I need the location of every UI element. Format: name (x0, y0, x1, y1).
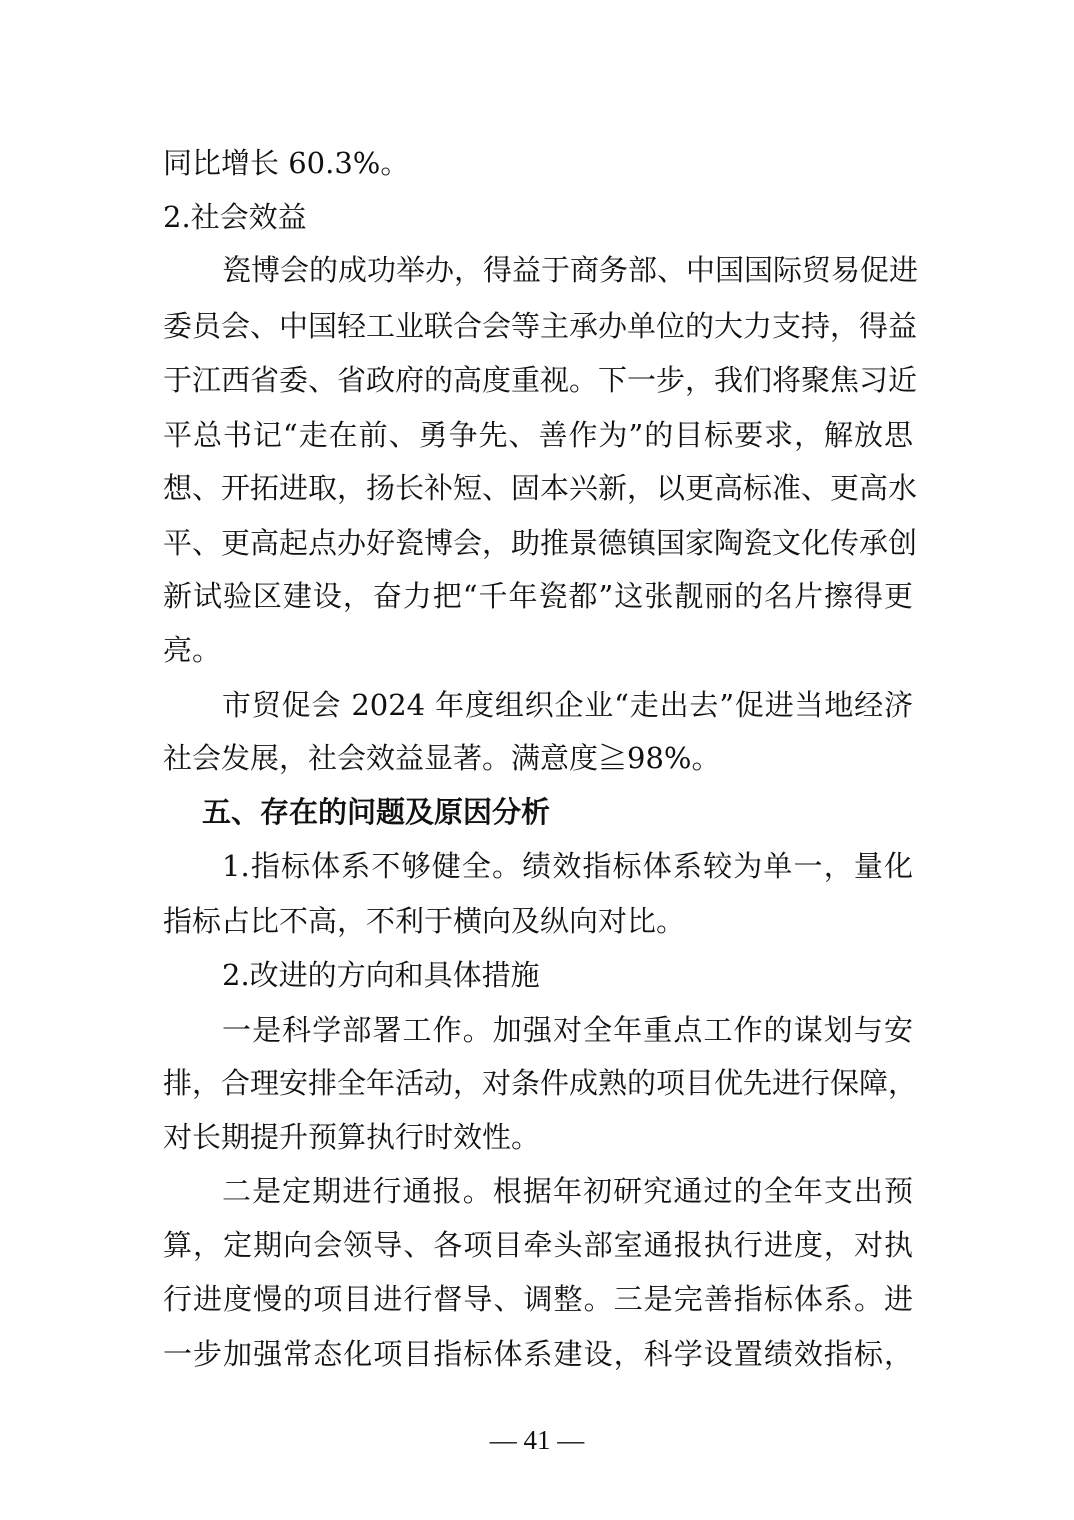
body-line: 二是定期进行通报。根据年初研究通过的全年支出预 (222, 1174, 913, 1208)
body-line: 平总书记“走在前、勇争先、善作为”的目标要求，解放思 (163, 418, 913, 452)
body-line: 平、更高起点办好瓷博会，助推景德镇国家陶瓷文化传承创 (163, 526, 918, 560)
body-line: 一步加强常态化项目指标体系建设，科学设置绩效指标， (163, 1337, 913, 1371)
body-line: 想、开拓进取，扬长补短、固本兴新，以更高标准、更高水 (163, 471, 918, 505)
section-heading: 五、存在的问题及原因分析 (202, 795, 551, 829)
body-line: 一是科学部署工作。加强对全年重点工作的谋划与安 (222, 1013, 913, 1047)
body-line: 同比增长 60.3%。 (163, 146, 410, 180)
subheading-improvement: 2.改进的方向和具体措施 (222, 958, 540, 992)
body-line: 对长期提升预算执行时效性。 (163, 1120, 541, 1154)
body-line: 委员会、中国轻工业联合会等主承办单位的大力支持，得益 (163, 309, 918, 343)
body-line: 社会发展，社会效益显著。满意度≧98%。 (163, 741, 721, 775)
page-number: — 41 — (489, 1425, 585, 1455)
body-line: 亮。 (163, 633, 222, 667)
body-line: 于江西省委、省政府的高度重视。下一步，我们将聚焦习近 (163, 363, 918, 397)
body-line: 排，合理安排全年活动，对条件成熟的项目优先进行保障， (163, 1066, 918, 1100)
subheading-social-benefit: 2.社会效益 (163, 200, 307, 234)
body-line: 市贸促会 2024 年度组织企业“走出去”促进当地经济 (222, 688, 913, 722)
body-line: 新试验区建设，奋力把“千年瓷都”这张靓丽的名片擦得更 (163, 579, 913, 613)
body-line: 瓷博会的成功举办，得益于商务部、中国国际贸易促进 (222, 253, 919, 287)
body-line: 算，定期向会领导、各项目牵头部室通报执行进度，对执 (163, 1228, 913, 1262)
body-line: 1.指标体系不够健全。绩效指标体系较为单一，量化 (222, 849, 913, 883)
body-line: 指标占比不高，不利于横向及纵向对比。 (163, 904, 686, 938)
body-line: 行进度慢的项目进行督导、调整。三是完善指标体系。进 (163, 1282, 913, 1316)
